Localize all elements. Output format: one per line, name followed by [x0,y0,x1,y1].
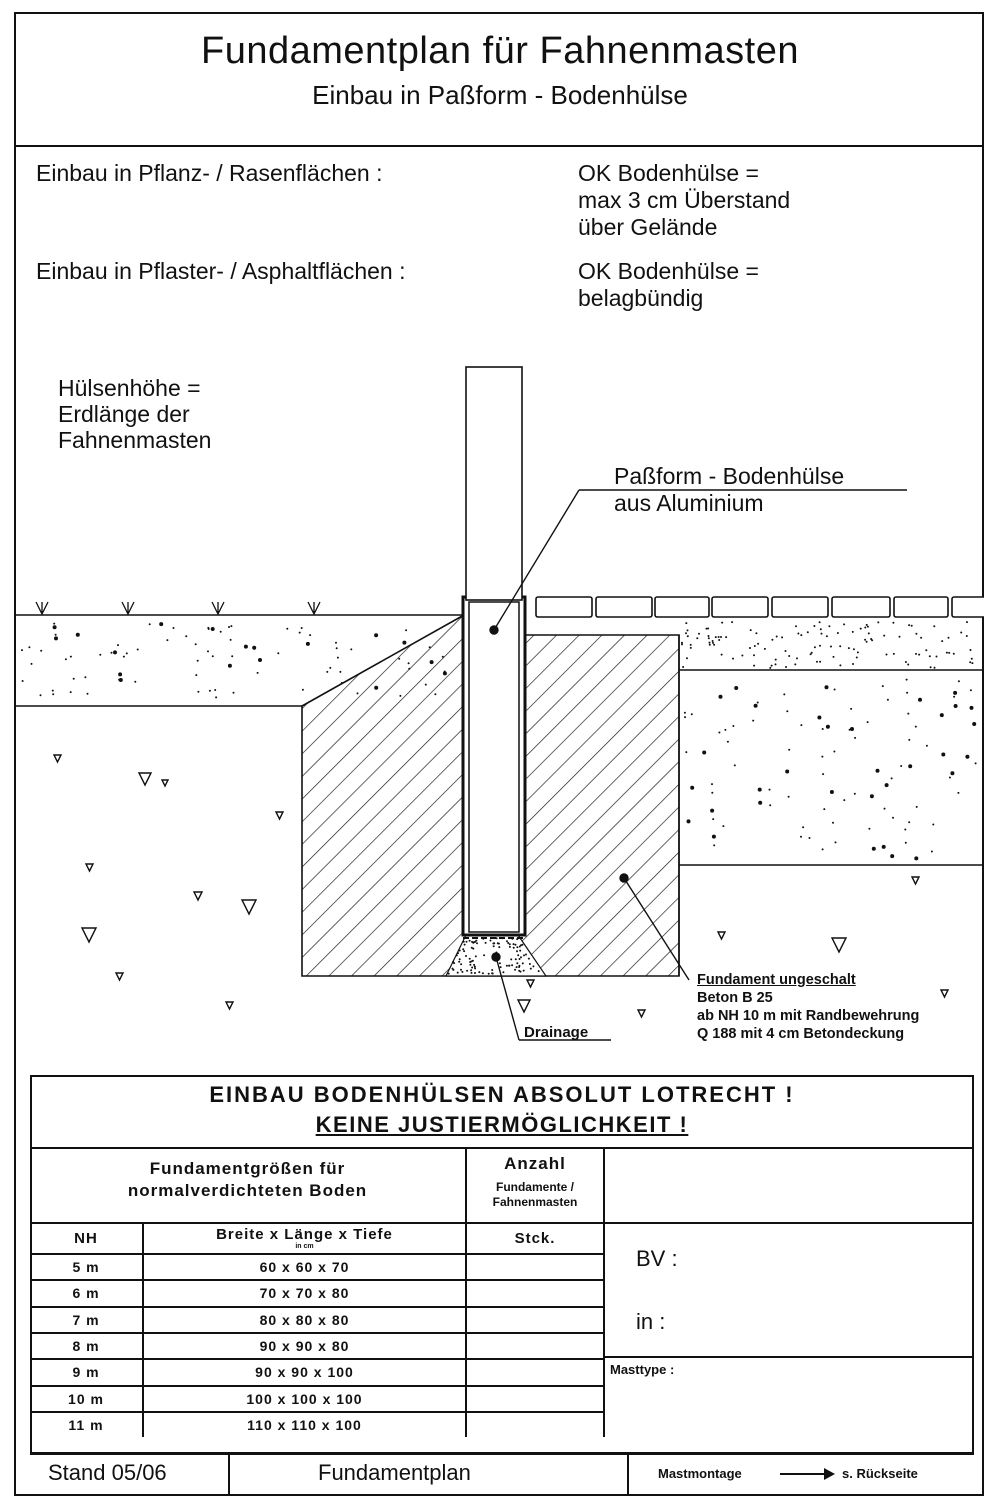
sleeve-label [614,463,844,517]
table-cell-nh: 9 m [72,1364,100,1381]
table-divider [30,1222,974,1224]
table-cell-count[interactable] [467,1308,603,1330]
bv-label: BV : [636,1246,678,1271]
table-cell-nh: 10 m [68,1390,104,1407]
table-cell-count[interactable] [467,1413,603,1435]
size-group-header-line: normalverdichteten Boden [127,1181,368,1200]
sleeve-height-line: Hülsenhöhe = [58,375,201,401]
col-header-dims-unit: in cm [295,1243,314,1250]
lawn-note-line: über Gelände [578,214,718,240]
table-divider [605,1356,974,1358]
sleeve-height-line: Erdlänge der [58,401,190,427]
flag-mast [466,367,522,600]
see-backside-label: s. Rückseite [842,1466,918,1481]
sleeve-label-line: aus Aluminium [614,490,764,516]
table-cell-dims: 110 x 110 x 100 [247,1416,362,1433]
arrow-right-icon [780,1466,835,1482]
table-cell-nh: 5 m [72,1259,100,1275]
sleeve-leader-dot [490,626,498,634]
paved-install-label: Einbau in Pflaster- / Asphaltflächen : [36,258,406,284]
table-cell-dims: 90 x 90 x 100 [255,1364,354,1381]
table-cell-nh: 7 m [72,1311,100,1328]
count-subheader [467,1180,603,1210]
lawn-note-line: OK Bodenhülse = [578,160,759,186]
foundation-label-line: Beton B 25 [697,990,773,1006]
plan-name: Fundamentplan [318,1460,471,1485]
drainage-leader-dot [492,953,500,961]
count-header: Anzahl [504,1154,566,1173]
sleeve-label-line: Paßform - Bodenhülse [614,463,845,489]
paving-stones [536,597,984,617]
size-group-header-line: Fundamentgrößen für [149,1159,346,1178]
table-cell-dims: 100 x 100 x 100 [246,1390,363,1407]
table-cell-count[interactable] [467,1387,603,1409]
col-header-nh: NH [74,1230,98,1247]
table-cell-dims: 90 x 90 x 80 [259,1337,350,1354]
paved-note-line: belagbündig [578,285,704,311]
table-cell-nh: 8 m [72,1337,100,1354]
page-subtitle: Einbau in Paßform - Bodenhülse [312,80,688,110]
foundation-label-line: Fundament ungeschalt [697,972,856,988]
table-cell-nh: 6 m [72,1285,100,1302]
table-cell-dims: 80 x 80 x 80 [259,1311,350,1328]
table-divider [30,1147,974,1149]
size-group-header [30,1158,465,1202]
stand-label: Stand 05/06 [48,1460,167,1485]
table-divider [603,1149,605,1437]
plumb-warning: EINBAU BODENHÜLSEN ABSOLUT LOTRECHT ! [209,1082,795,1107]
foundation-label-line: Q 188 mit 4 cm Betondeckung [697,1026,905,1042]
col-header-dims: Breite x Länge x Tiefe [216,1226,393,1243]
count-subheader-line: Fahnenmasten [492,1195,578,1209]
foundation-label-line: ab NH 10 m mit Randbewehrung [697,1008,920,1024]
grass-symbols [36,602,320,614]
foundation-label [697,971,919,1043]
sleeve-inner-wall [469,602,519,932]
paved-note-line: OK Bodenhülse = [578,258,759,284]
header-divider [14,145,984,147]
no-adjustment-warning: KEINE JUSTIERMÖGLICHKEIT ! [315,1112,689,1137]
mastmontage-label: Mastmontage [658,1466,742,1481]
col-header-count: Stck. [514,1230,556,1247]
lawn-note-line: max 3 cm Überstand [578,187,791,213]
table-cell-count[interactable] [467,1255,603,1277]
footer-divider [627,1454,629,1494]
in-label: in : [636,1309,666,1334]
paved-install-note [578,258,759,312]
table-cell-dims: 70 x 70 x 80 [259,1285,350,1302]
sleeve-height-note [58,375,211,453]
table-cell-count[interactable] [467,1360,603,1382]
sleeve-height-line: Fahnenmasten [58,427,212,453]
table-cell-nh: 11 m [68,1416,104,1433]
table-cell-count[interactable] [467,1281,603,1303]
table-cell-count[interactable] [467,1334,603,1356]
foundation-leader-dot [620,874,628,882]
table-cell-dims: 60 x 60 x 70 [259,1259,350,1275]
lawn-install-label: Einbau in Pflanz- / Rasenflächen : [36,160,383,186]
masttype-label: Masttype : [610,1362,675,1377]
lawn-install-note [578,160,790,241]
footer-divider [228,1454,230,1494]
count-subheader-line: Fundamente / [495,1180,574,1194]
drainage-label: Drainage [524,1024,589,1041]
footer-divider [30,1452,974,1454]
page-title: Fundamentplan für Fahnenmasten [200,30,800,72]
